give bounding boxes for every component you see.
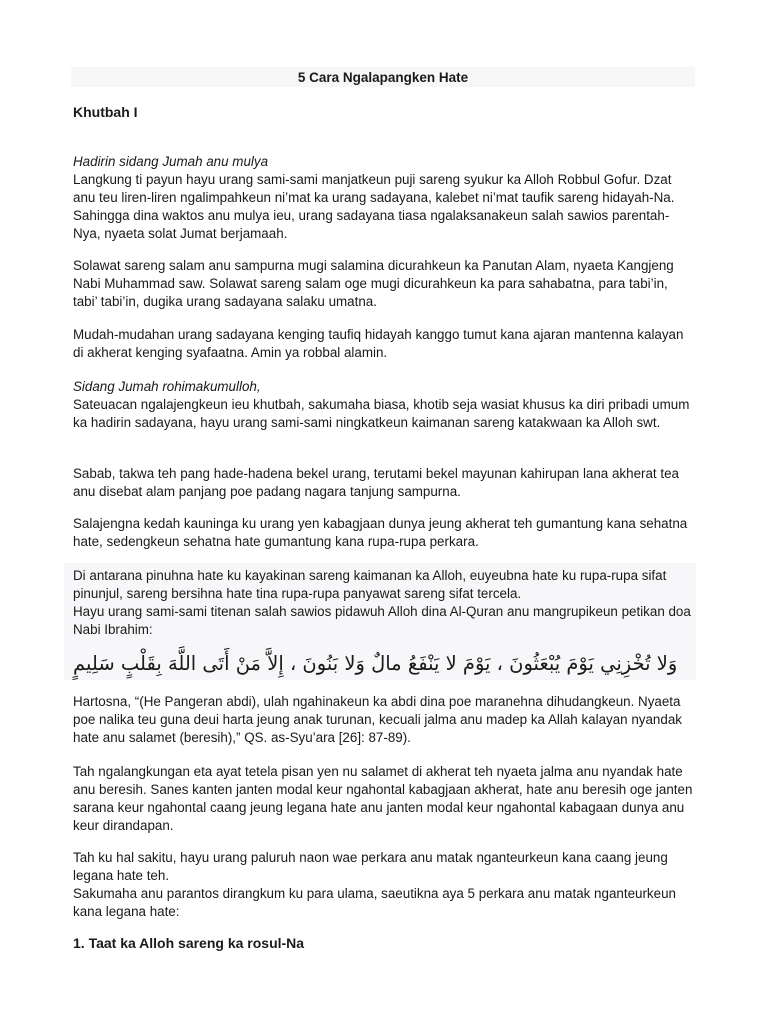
paragraph-wasiat: Sateuacan ngalajengkeun ieu khutbah, sakumaha biasa, khotib seja wasiat khusus ka diri pribadi umum ka hadirin sadayana, hayu urang sami-sami ningkatkeun kaimanan sareng katakwaan ka Alloh swt. bbox=[73, 397, 690, 430]
closing-block bbox=[73, 849, 695, 921]
salutation-sidang: Sidang Jumah rohimakumulloh, bbox=[73, 379, 261, 394]
wasiat-block bbox=[73, 378, 695, 432]
paragraph-doa-ibrahim: Hayu urang sami-sami titenan salah sawios pidawuh Alloh dina Al-Quran anu mangrupikeun petikan doa Nabi Ibrahim: bbox=[73, 604, 691, 637]
paragraph-solawat: Solawat sareng salam anu sampurna mugi salamina dicurahkeun ka Panutan Alam, nyaeta Kangjeng Nabi Muhammad saw. Solawat sareng salam oge mugi dicurahkeun ka para sahabatna, para tabi’in, tabi’ tabi’in, dugika urang sadayana salaku umatna. bbox=[73, 258, 674, 309]
opening-block bbox=[73, 153, 695, 243]
khutbah-heading: Khutbah I bbox=[73, 104, 138, 120]
paragraph-takwa: Sabab, takwa teh pang hade-hadena bekel urang, terutami bekel mayunan kahirupan lana akherat tea anu disebat alam panjang poe padang nagara tanjung sampurna. bbox=[73, 466, 679, 499]
arabic-verse: وَلا تُخْزِنِي يَوْمَ يُبْعَثُونَ ، يَوْمَ لا يَنْفَعُ مالٌ وَلا بَنُونَ ، إِلاَّ مَنْ أَتَى اللَّهَ بِقَلْبٍ سَلِيمٍ bbox=[73, 652, 678, 675]
section-heading-1: 1. Taat ka Alloh sareng ka rosul-Na bbox=[73, 935, 305, 951]
iman-block bbox=[73, 567, 695, 639]
paragraph-iman: Di antarana pinuhna hate ku kayakinan sareng kaimanan ka Alloh, euyeubna hate ku rupa-rupa sifat pinunjul, sareng bersihna hate tina rupa-rupa panyawat sareng sifat tercela. bbox=[73, 568, 667, 601]
salutation-hadirin: Hadirin sidang Jumah anu mulya bbox=[73, 154, 269, 169]
paragraph-ayat: Tah ngalangkungan eta ayat tetela pisan yen nu salamet di akherat teh nyaeta jalma anu nyandak hate anu beresih. Sanes kanten janten modal keur ngahontal kabagjaan akherat, hate anu beresih oge janten sarana keur ngahontal caang jeung legana hate anu janten modal keur ngahontal kabagaan dunya anu keur dirandapan. bbox=[73, 764, 693, 833]
paragraph-doa: Mudah-mudahan urang sadayana kenging taufiq hidayah kanggo tumut kana ajaran mantenna kalayan di akherat kenging syafaatna. Amin ya robbal alamin. bbox=[73, 327, 684, 360]
paragraph-ulama: Sakumaha anu parantos dirangkum ku para ulama, saeutikna aya 5 perkara anu matak nganteurkeun kana legana hate: bbox=[73, 886, 676, 919]
paragraph-hartosna: Hartosna, “(He Pangeran abdi), ulah ngahinakeun ka abdi dina poe maranehna dihudangkeun. Nyaeta poe nalika teu guna deui harta jeung anak turunan, kecuali jalma anu madep ka Allah kalayan nyandak hate anu salamet (beresih),” QS. as-Syu’ara [26]: 87-89). bbox=[73, 694, 682, 745]
paragraph-kabagjaan: Salajengna kedah kauninga ku urang yen kabagjaan dunya jeung akherat teh gumantung kana sehatna hate, sedengkeun sehatna hate gumantung kana rupa-rupa perkara. bbox=[73, 516, 688, 549]
paragraph-paluruh: Tah ku hal sakitu, hayu urang paluruh naon wae perkara anu matak nganteurkeun kana caang jeung legana hate teh. bbox=[73, 850, 668, 883]
paragraph-praise: Langkung ti payun hayu urang sami-sami manjatkeun puji sareng syukur ka Alloh Robbul Gofur. Dzat anu teu liren-liren ngalimpahkeun ni’mat ka urang sadayana, kalebet ni’mat taufik sareng hidayah-Na. Sahingga dina waktos anu mulya ieu, urang sadayana tiasa ngalaksanakeun salah sawios parentah-Nya, nyaeta solat Jumat berjamaah. bbox=[73, 172, 675, 241]
document-title: 5 Cara Ngalapangken Hate bbox=[297, 70, 469, 85]
